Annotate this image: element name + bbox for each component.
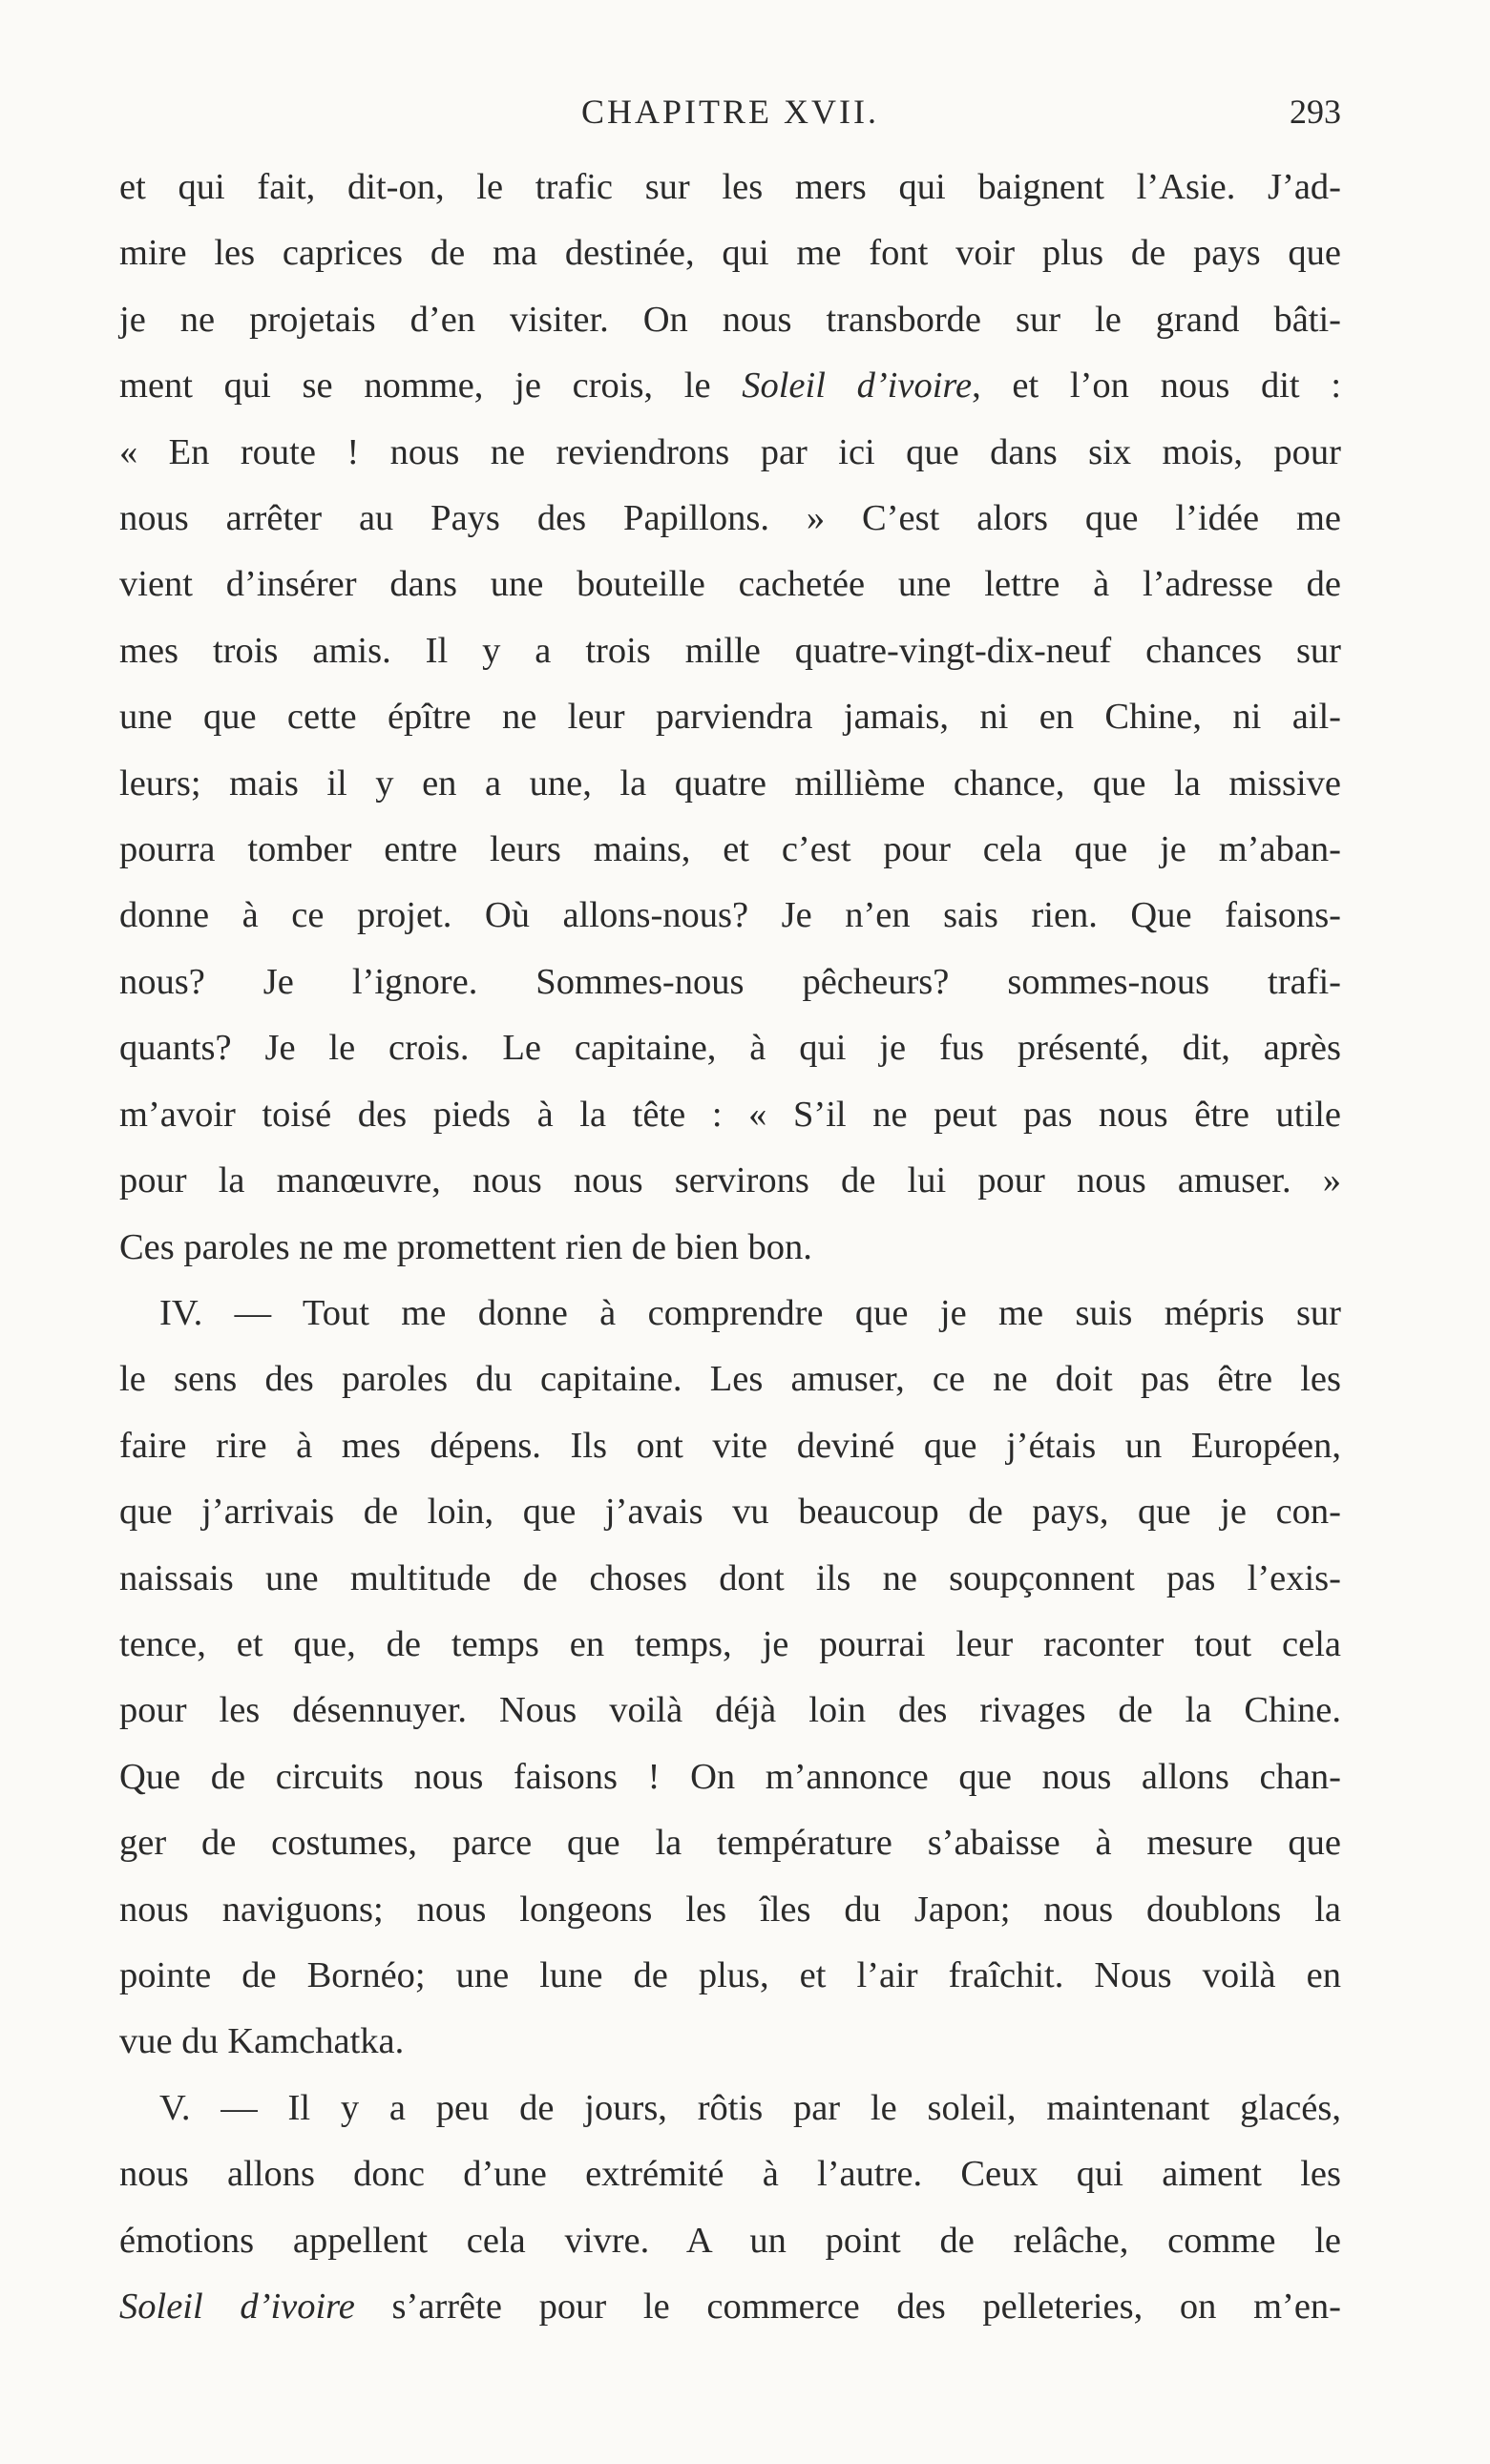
text-line: je ne projetais d’en visiter. On nous transborde sur le grand bâti- [119, 299, 1341, 340]
text-line: mes trois amis. Il y a trois mille quatre-vingt-dix-neuf chances sur [119, 630, 1341, 671]
text-line: Ces paroles ne me promettent rien de bien bon. [119, 1226, 812, 1267]
paragraph-1 [119, 155, 1341, 1281]
text-line: pourra tomber entre leurs mains, et c’est pour cela que je m’aban- [119, 829, 1341, 870]
body-text [119, 155, 1341, 2340]
text-line: V. — Il y a peu de jours, rôtis par le soleil, maintenant glacés, [159, 2087, 1341, 2128]
text-line: tence, et que, de temps en temps, je pourrai leur raconter tout cela [119, 1623, 1341, 1664]
text-line: nous? Je l’ignore. Sommes-nous pêcheurs? sommes-nous trafi- [119, 961, 1341, 1002]
ship-name: Soleil d’ivoire [119, 2287, 355, 2327]
text-line: mire les caprices de ma destinée, qui me font voir plus de pays que [119, 233, 1341, 274]
page-header [119, 88, 1341, 136]
text-line: que j’arrivais de loin, que j’avais vu beaucoup de pays, que je con- [119, 1492, 1341, 1533]
running-title: CHAPITRE XVII. [581, 93, 879, 131]
paragraph-2 [119, 1281, 1341, 2076]
text-line: une que cette épître ne leur parviendra jamais, ni en Chine, ni ail- [119, 697, 1341, 738]
text-line: Que de circuits nous faisons ! On m’annonce que nous allons chan- [119, 1756, 1341, 1797]
text-line: leurs; mais il y en a une, la quatre millième chance, que la missive [119, 762, 1341, 804]
text-line: pour la manœuvre, nous nous servirons de lui pour nous amuser. » [119, 1160, 1341, 1201]
text-line: Soleil d’ivoire s’arrête pour le commerce des pelleteries, on m’en- [119, 2287, 1341, 2327]
text-line: m’avoir toisé des pieds à la tête : « S’il ne peut pas nous être utile [119, 1094, 1341, 1135]
text-line: vue du Kamchatka. [119, 2021, 405, 2062]
ship-name: Soleil d’ivoire [742, 365, 973, 407]
paragraph-3 [119, 2076, 1341, 2341]
text-line: émotions appellent cela vivre. A un point de relâche, comme le [119, 2220, 1341, 2261]
text-line: pour les désennuyer. Nous voilà déjà loin des rivages de la Chine. [119, 1690, 1341, 1731]
text-line: nous arrêter au Pays des Papillons. » C’est alors que l’idée me [119, 498, 1341, 539]
text-line: donne à ce projet. Où allons-nous? Je n’en sais rien. Que faisons- [119, 895, 1341, 936]
text-line: le sens des paroles du capitaine. Les amuser, ce ne doit pas être les [119, 1359, 1341, 1400]
text-line: naissais une multitude de choses dont ils ne soupçonnent pas l’exis- [119, 1557, 1341, 1598]
text-line: « En route ! nous ne reviendrons par ici que dans six mois, pour [119, 431, 1341, 472]
text-line: et qui fait, dit-on, le trafic sur les mers qui baignent l’Asie. J’ad- [119, 167, 1341, 207]
text-line: vient d’insérer dans une bouteille cachetée une lettre à l’adresse de [119, 564, 1341, 605]
text-line: quants? Je le crois. Le capitaine, à qui je fus présenté, dit, après [119, 1028, 1341, 1069]
page-number: 293 [1290, 93, 1341, 131]
text-line: faire rire à mes dépens. Ils ont vite deviné que j’étais un Européen, [119, 1425, 1341, 1466]
text-line: ment qui se nomme, je crois, le Soleil d’ivoire, et l’on nous dit : [119, 365, 1342, 407]
text-line: nous naviguons; nous longeons les îles du Japon; nous doublons la [119, 1889, 1341, 1930]
text-line: nous allons donc d’une extrémité à l’autre. Ceux qui aiment les [119, 2154, 1341, 2195]
text-line: ger de costumes, parce que la température s’abaisse à mesure que [119, 1823, 1341, 1864]
text-line: IV. — Tout me donne à comprendre que je me suis mépris sur [159, 1292, 1341, 1333]
text-line: pointe de Bornéo; une lune de plus, et l’air fraîchit. Nous voilà en [119, 1954, 1341, 1995]
